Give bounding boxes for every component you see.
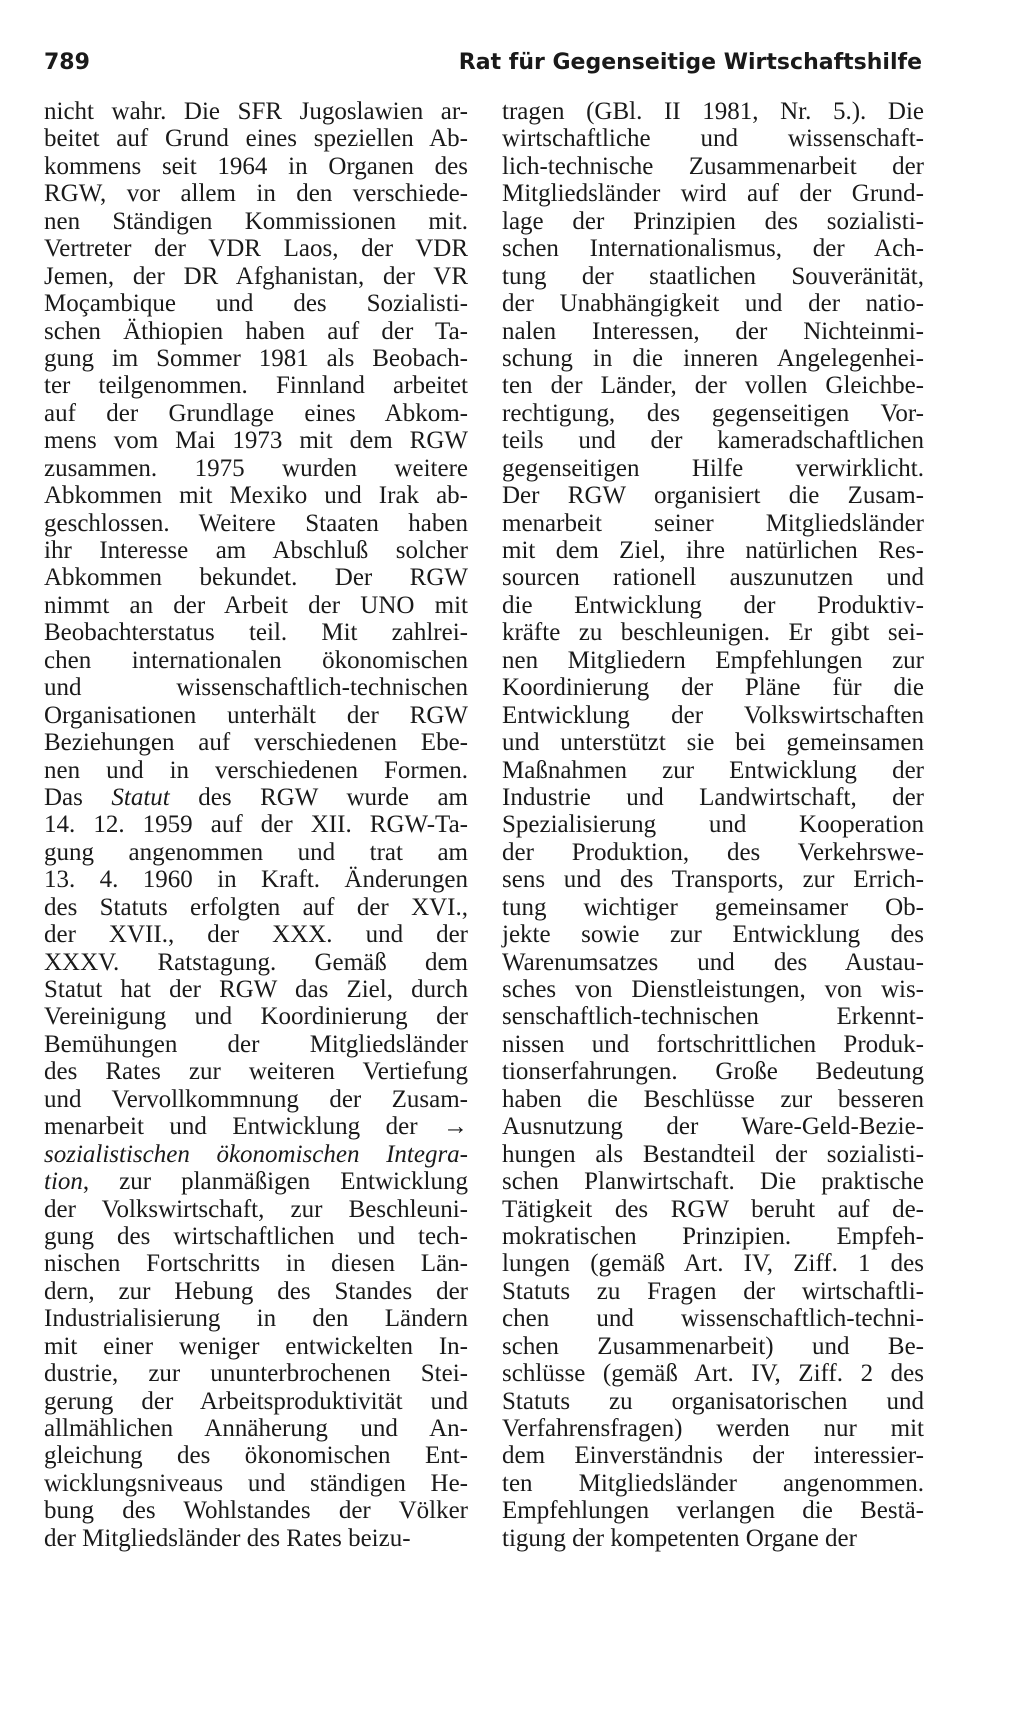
text-line: Beobachterstatus teil. Mit zahlrei- bbox=[44, 619, 468, 647]
text-line: der XVII., der XXX. und der bbox=[44, 921, 468, 949]
text-line: Bemühungen der Mitgliedsländer bbox=[44, 1030, 468, 1058]
text-line: 14. 12. 1959 auf der XII. RGW-Ta- bbox=[44, 811, 468, 839]
text-line: Moçambique und des Sozialisti- bbox=[44, 290, 468, 318]
page-number: 789 bbox=[44, 50, 90, 75]
text-line: schen Planwirtschaft. Die praktische bbox=[502, 1168, 924, 1196]
text-line: bung des Wohlstandes der Völker bbox=[44, 1497, 468, 1525]
page-header bbox=[44, 44, 922, 82]
text-line: mit einer weniger entwickelten In- bbox=[44, 1332, 468, 1360]
text-line: kräfte zu beschleunigen. Er gibt sei- bbox=[502, 619, 924, 647]
text-line: nen Mitgliedern Empfehlungen zur bbox=[502, 646, 924, 674]
text-line: ihr Interesse am Abschluß solcher bbox=[44, 537, 468, 564]
text-line: Empfehlungen verlangen die Bestä- bbox=[502, 1497, 924, 1525]
text-line: Statuts zu organisatorischen und bbox=[502, 1387, 924, 1415]
text-line: Mitgliedsländer wird auf der Grund- bbox=[502, 180, 924, 208]
text-line: sches von Dienstleistungen, von wis- bbox=[502, 976, 924, 1003]
text-line: Spezialisierung und Kooperation bbox=[502, 811, 924, 839]
text-line: Maßnahmen zur Entwicklung der bbox=[502, 756, 924, 784]
text-line: Beziehungen auf verschiedenen Ebe- bbox=[44, 729, 468, 757]
text-line: und wissenschaftlich-technischen bbox=[44, 674, 468, 702]
text-line: beitet auf Grund eines speziellen Ab- bbox=[44, 125, 468, 153]
text-line: tung wichtiger gemeinsamer Ob- bbox=[502, 893, 924, 921]
text-line: lage der Prinzipien des sozialisti- bbox=[502, 207, 924, 235]
text-line: Industrie und Landwirtschaft, der bbox=[502, 783, 924, 811]
text-line: tion, zur planmäßigen Entwicklung bbox=[44, 1168, 468, 1196]
text-line: Industrialisierung in den Ländern bbox=[44, 1305, 468, 1333]
right-column bbox=[502, 98, 924, 1552]
text-line: auf der Grundlage eines Abkom- bbox=[44, 399, 468, 427]
text-line: Jemen, der DR Afghanistan, der VR bbox=[44, 262, 468, 290]
text-line: jekte sowie zur Entwicklung des bbox=[502, 921, 924, 949]
text-line: menarbeit und Entwicklung der → bbox=[44, 1113, 468, 1141]
text-line: nen und in verschiedenen Formen. bbox=[44, 756, 468, 784]
text-line: Das Statut des RGW wurde am bbox=[44, 783, 468, 811]
text-line: gung des wirtschaftlichen und tech- bbox=[44, 1222, 468, 1250]
text-line: sens und des Transports, zur Errich- bbox=[502, 866, 924, 894]
text-line: geschlossen. Weitere Staaten haben bbox=[44, 509, 468, 537]
text-line: und Vervollkommnung der Zusam- bbox=[44, 1085, 468, 1113]
text-line: Abkommen bekundet. Der RGW bbox=[44, 564, 468, 592]
text-line: Vereinigung und Koordinierung der bbox=[44, 1003, 468, 1031]
text-line: tigung der kompetenten Organe der bbox=[502, 1524, 857, 1552]
text-line: Verfahrensfragen) werden nur mit bbox=[502, 1415, 924, 1442]
text-line: nimmt an der Arbeit der UNO mit bbox=[44, 591, 468, 619]
text-line: ten der Länder, der vollen Gleichbe- bbox=[502, 372, 924, 400]
text-line: RGW, vor allem in den verschiede- bbox=[44, 180, 468, 208]
text-line: schen Äthiopien haben auf der Ta- bbox=[44, 317, 468, 345]
text-line: ten Mitgliedsländer angenommen. bbox=[502, 1469, 924, 1497]
left-column bbox=[44, 98, 468, 1552]
text-line: tung der staatlichen Souveränität, bbox=[502, 262, 924, 290]
text-line: Statut hat der RGW das Ziel, durch bbox=[44, 976, 468, 1003]
text-line: gerung der Arbeitsproduktivität und bbox=[44, 1387, 468, 1415]
text-line: wicklungsniveaus und ständigen He- bbox=[44, 1469, 468, 1497]
running-title: Rat für Gegenseitige Wirtschaftshilfe bbox=[458, 50, 922, 75]
text-line: ter teilgenommen. Finnland arbeitet bbox=[44, 372, 468, 400]
text-line: dern, zur Hebung des Standes der bbox=[44, 1277, 468, 1305]
text-line: der Unabhängigkeit und der natio- bbox=[502, 290, 924, 318]
text-line: nissen und fortschrittlichen Produk- bbox=[502, 1030, 924, 1058]
text-line: sourcen rationell auszunutzen und bbox=[502, 564, 924, 592]
text-line: des Statuts erfolgten auf der XVI., bbox=[44, 893, 468, 921]
text-line: Ausnutzung der Ware-Geld-Bezie- bbox=[502, 1113, 924, 1141]
text-line: Der RGW organisiert die Zusam- bbox=[502, 482, 924, 510]
text-line: gleichung des ökonomischen Ent- bbox=[44, 1442, 468, 1470]
text-line: allmählichen Annäherung und An- bbox=[44, 1415, 468, 1442]
text-line: nen Ständigen Kommissionen mit. bbox=[44, 207, 468, 235]
text-line: chen und wissenschaftlich-techni- bbox=[502, 1305, 924, 1333]
text-line: tionserfahrungen. Große Bedeutung bbox=[502, 1058, 924, 1086]
text-line: Warenumsatzes und des Austau- bbox=[502, 948, 924, 976]
text-line: senschaftlich-technischen Erkennt- bbox=[502, 1003, 924, 1031]
text-line: sozialistischen ökonomischen Integra- bbox=[44, 1140, 468, 1168]
text-line: chen internationalen ökonomischen bbox=[44, 646, 468, 674]
text-line: wirtschaftliche und wissenschaft- bbox=[502, 125, 924, 153]
text-line: mens vom Mai 1973 mit dem RGW bbox=[44, 427, 468, 455]
text-line: nicht wahr. Die SFR Jugoslawien ar- bbox=[44, 98, 468, 125]
text-line: der Mitgliedsländer des Rates beizu- bbox=[44, 1524, 411, 1552]
text-line: zusammen. 1975 wurden weitere bbox=[44, 454, 468, 482]
text-line: gegenseitigen Hilfe verwirklicht. bbox=[502, 454, 924, 482]
text-line: lich-technische Zusammenarbeit der bbox=[502, 152, 924, 180]
text-line: Organisationen unterhält der RGW bbox=[44, 701, 468, 729]
text-line: und unterstützt sie bei gemeinsamen bbox=[502, 729, 924, 757]
text-line: lungen (gemäß Art. IV, Ziff. 1 des bbox=[502, 1250, 924, 1278]
text-line: hungen als Bestandteil der sozialisti- bbox=[502, 1140, 924, 1168]
text-line: der Produktion, des Verkehrswe- bbox=[502, 838, 924, 866]
text-line: mokratischen Prinzipien. Empfeh- bbox=[502, 1222, 924, 1250]
text-line: dustrie, zur ununterbrochenen Stei- bbox=[44, 1360, 468, 1388]
text-line: rechtigung, des gegenseitigen Vor- bbox=[502, 399, 924, 427]
text-line: haben die Beschlüsse zur besseren bbox=[502, 1085, 924, 1113]
text-line: teils und der kameradschaftlichen bbox=[502, 427, 924, 455]
text-line: der Volkswirtschaft, zur Beschleuni- bbox=[44, 1195, 468, 1223]
text-line: schung in die inneren Angelegenhei- bbox=[502, 344, 924, 372]
text-line: des Rates zur weiteren Vertiefung bbox=[44, 1058, 468, 1086]
text-line: Vertreter der VDR Laos, der VDR bbox=[44, 235, 468, 263]
text-line: schen Zusammenarbeit) und Be- bbox=[502, 1332, 924, 1360]
text-line: Tätigkeit des RGW beruht auf de- bbox=[502, 1195, 924, 1223]
text-line: Entwicklung der Volkswirtschaften bbox=[502, 701, 924, 729]
text-line: Koordinierung der Pläne für die bbox=[502, 674, 924, 702]
text-line: XXXV. Ratstagung. Gemäß dem bbox=[44, 948, 468, 976]
text-line: tragen (GBl. II 1981, Nr. 5.). Die bbox=[502, 98, 924, 125]
text-line: schlüsse (gemäß Art. IV, Ziff. 2 des bbox=[502, 1360, 924, 1388]
text-line: dem Einverständnis der interessier- bbox=[502, 1442, 924, 1470]
text-line: gung im Sommer 1981 als Beobach- bbox=[44, 344, 468, 372]
text-line: nischen Fortschritts in diesen Län- bbox=[44, 1250, 468, 1278]
text-line: menarbeit seiner Mitgliedsländer bbox=[502, 509, 924, 537]
text-line: Statuts zu Fragen der wirtschaftli- bbox=[502, 1277, 924, 1305]
text-line: nalen Interessen, der Nichteinmi- bbox=[502, 317, 924, 345]
text-line: 13. 4. 1960 in Kraft. Änderungen bbox=[44, 866, 468, 894]
text-line: mit dem Ziel, ihre natürlichen Res- bbox=[502, 537, 924, 564]
text-line: kommens seit 1964 in Organen des bbox=[44, 152, 468, 180]
text-line: gung angenommen und trat am bbox=[44, 838, 468, 866]
text-line: Abkommen mit Mexiko und Irak ab- bbox=[44, 482, 468, 510]
text-line: schen Internationalismus, der Ach- bbox=[502, 235, 924, 263]
text-line: die Entwicklung der Produktiv- bbox=[502, 591, 924, 619]
